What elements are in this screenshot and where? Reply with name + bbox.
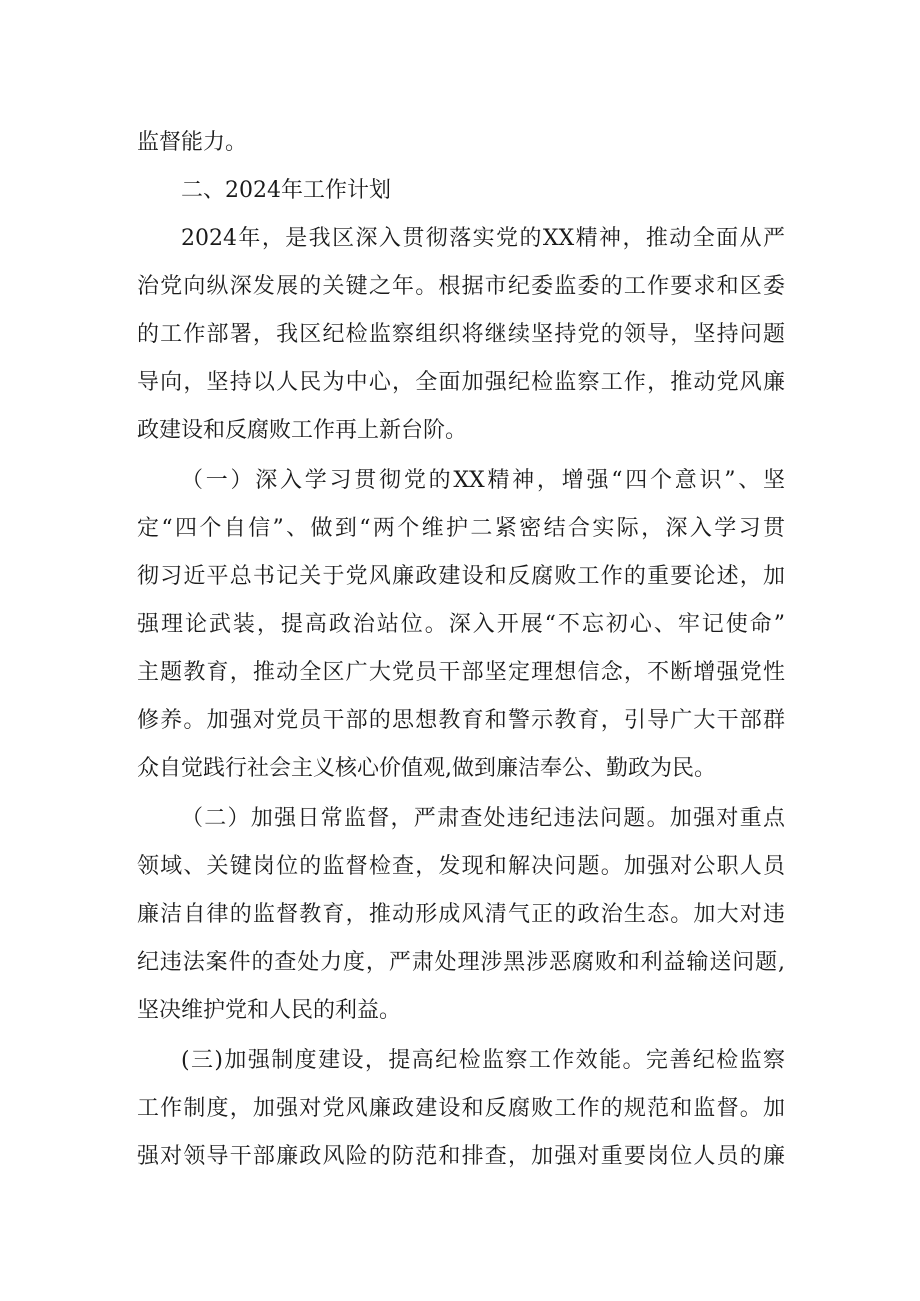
para-three-line: (三)加强制度建设，提高纪检监察工作效能。完善纪检监察 [181,1048,785,1073]
para-intro-line: 政建设和反腐败工作再上新台阶。 [137,418,468,443]
para-intro-line: 的工作部署，我区纪检监察组织将继续坚持党的领导，坚持问题 [137,322,785,347]
para-two-line: 坚决维护党和人民的利益。 [137,998,402,1023]
para-three-line: 强对领导干部廉政风险的防范和排查，加强对重要岗位人员的廉 [137,1144,785,1169]
para-intro-line: 导向，坚持以人民为中心，全面加强纪检监察工作，推动党风廉 [137,370,785,395]
para-one-line: 众自觉践行社会主义核心价值观,做到廉洁奉公、勤政为民。 [137,756,716,781]
para-intro-line: 2024年，是我区深入贯彻落实党的XX精神，推动全面从严 [181,226,785,251]
para-three-line: 工作制度，加强对党风廉政建设和反腐败工作的规范和监督。加 [137,1096,785,1121]
para-intro-line: 治党向纵深发展的关键之年。根据市纪委监委的工作要求和区委 [137,274,785,299]
para-two-line: （二）加强日常监督，严肃查处违纪违法问题。加强对重点 [181,806,785,831]
section-intro-tail: 监督能力。 [137,130,248,155]
section-two-heading: 二、2024年工作计划 [181,178,391,203]
para-two-line: 领域、关键岗位的监督检查，发现和解决问题。加强对公职人员 [137,854,785,879]
para-two-line: 廉洁自律的监督教育，推动形成风清气正的政治生态。加大对违 [137,902,785,927]
para-one-line: 修养。加强对党员干部的思想教育和警示教育，引导广大干部群 [137,708,785,733]
para-one-line: （一）深入学习贯彻党的XX精神，增强“四个意识”、坚 [181,468,785,493]
para-one-line: 定“四个自信”、做到“两个维护二紧密结合实际，深入学习贯 [137,516,785,541]
para-two-line: 纪违法案件的查处力度，严肃处理涉黑涉恶腐败和利益输送问题, [137,950,785,975]
para-one-line: 主题教育，推动全区广大党员干部坚定理想信念，不断增强党性 [137,660,785,685]
para-one-line: 彻习近平总书记关于党风廉政建设和反腐败工作的重要论述，加 [137,564,785,589]
para-one-line: 强理论武装，提高政治站位。深入开展“不忘初心、牢记使命” [137,612,785,637]
